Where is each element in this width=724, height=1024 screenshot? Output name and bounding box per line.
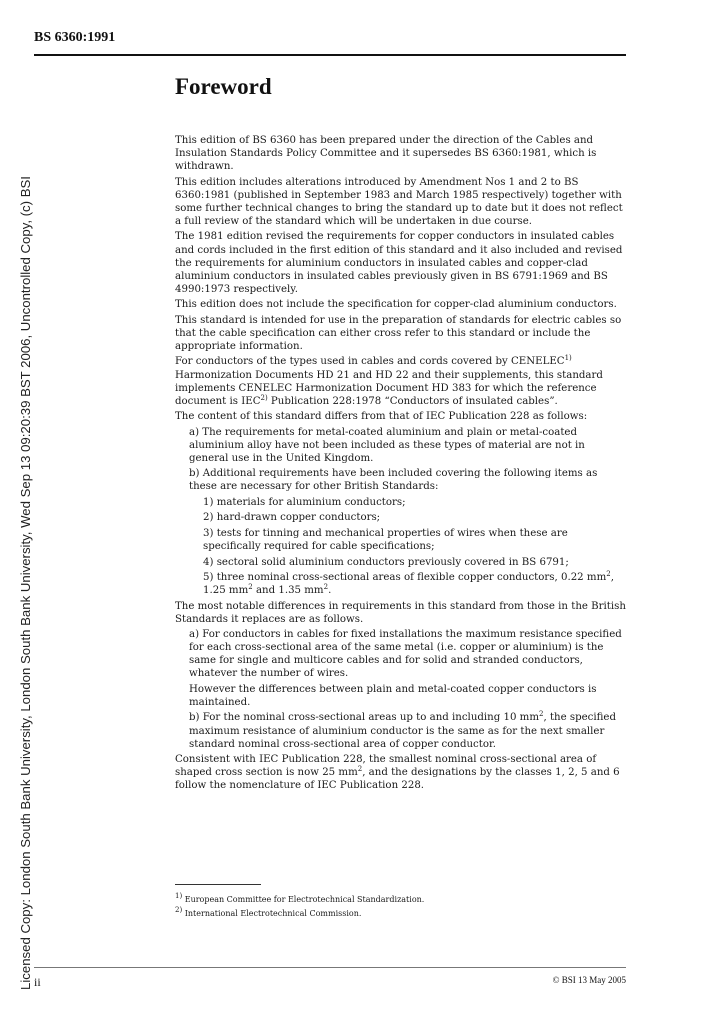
text: , the specified maximum resistance of aluminium conductor is the same as for the next smaller standard nominal cross-sectional area of copper conductor. [189, 712, 616, 750]
sub-list-item: 3) tests for tinning and mechanical properties of wires when these are specifically required for cable specifications; [203, 527, 568, 553]
list-item: However the differences between plain and metal-coated copper conductors is maintained. [189, 683, 597, 708]
text: . [328, 585, 332, 597]
standard-id: BS 6360:1991 [34, 30, 116, 45]
footnote-ref-1: 1) [564, 354, 572, 363]
superscript: 2 [539, 710, 544, 719]
page-number: ii [34, 975, 41, 989]
sub-list-item: 2) hard-drawn copper conductors; [203, 512, 381, 524]
copyright-notice: © BSI 13 May 2005 [552, 975, 626, 985]
sub-list-item [175, 571, 627, 597]
paragraph: The 1981 edition revised the requirements for copper conductors in insulated cables and cords included in the first edition of this standard and it also included and revised the requirements for aluminium conductors in insulated cables and copper-clad aluminium conductors in insulated cables previously given in BS 6791:1969 and BS 4990:1973 respectively. [175, 231, 623, 295]
paragraph: This edition does not include the specification for copper-clad aluminium conductors. [175, 299, 617, 311]
footnote-ref-2: 2) [260, 393, 268, 402]
footnote [175, 893, 627, 907]
text: , and the designations by the classes 1, 2, 5 and 6 follow the nomenclature of IEC Publication 228. [175, 767, 620, 792]
text: b) For the nominal cross-sectional areas up to and including 10 mm [189, 712, 540, 724]
license-watermark-region [0, 0, 33, 1024]
paragraph: This edition includes alterations introduced by Amendment Nos 1 and 2 to BS 6360:1981 (published in September 1983 and March 1985 respectively) together with some further technical changes to bring the standard up to date but it does not reflect a full review of the standard which will be undertaken in due course. [175, 176, 623, 227]
text: Consistent with IEC Publication 228, the smallest nominal cross-sectional area of shaped cross section is now 25 mm [175, 754, 597, 779]
foreword-body [175, 134, 627, 795]
list-item: a) The requirements for metal-coated aluminium and plain or metal-coated aluminium alloy have not been included as these types of material are not in general use in the United Kingdom. [189, 426, 585, 464]
paragraph: The content of this standard differs from that of IEC Publication 228 as follows: [175, 411, 588, 423]
sub-list-item: 1) materials for aluminium conductors; [203, 496, 406, 508]
footnote-rule [175, 884, 261, 885]
footnotes [175, 893, 627, 921]
text: and 1.35 mm [252, 585, 324, 597]
paragraph: The most notable differences in requirements in this standard from those in the British Standards it replaces are as follows. [175, 600, 626, 625]
page-title: Foreword [175, 74, 272, 99]
list-item: b) Additional requirements have been included covering the following items as these are necessary for other British Standards: [189, 468, 598, 493]
superscript: 2 [357, 765, 363, 774]
paragraph: This edition of BS 6360 has been prepared under the direction of the Cables and Insulation Standards Policy Committee and it supersedes BS 6360:1981, which is withdrawn. [175, 135, 597, 173]
text: Publication 228:1978 “Conductors of insulated cables”. [267, 395, 558, 407]
list-item: a) For conductors in cables for fixed installations the maximum resistance specified for each cross-sectional area of the same metal (i.e. copper or aluminium) is the same for single and multicore cables and for solid and stranded conductors, whatever the number of wires. [189, 629, 622, 680]
sub-list-item: 4) sectoral solid aluminium conductors previously covered in BS 6791; [203, 556, 569, 568]
footnote-text: International Electrotechnical Commission. [182, 909, 362, 918]
superscript: 2 [323, 583, 329, 592]
text: Harmonization Documents HD 21 and HD 22 and their supplements, this standard implements CENELEC Harmonization Document HD 383 for which the reference document is IEC [175, 369, 603, 407]
footnote-text: European Committee for Electrotechnical Standardization. [182, 895, 425, 904]
paragraph: This standard is intended for use in the preparation of standards for electric cables so that the cable specification can either cross refer to this standard or include the appropriate information. [175, 314, 622, 352]
list-item [175, 711, 627, 750]
superscript: 2 [248, 583, 253, 592]
paragraph [175, 753, 627, 792]
footnote [175, 907, 627, 921]
text: For conductors of the types used in cables and cords covered by CENELEC [175, 356, 565, 368]
footer-rule [34, 967, 626, 968]
license-watermark: Licensed Copy: London South Bank University, London South Bank University, Wed Sep 13 09:20:39 BST 2006, Uncontrolled Copy, (c) BSI [18, 176, 33, 990]
footnote-mark: 2) [175, 906, 183, 914]
header-rule [34, 54, 626, 56]
superscript: 2 [606, 569, 611, 578]
text: 5) three nominal cross-sectional areas of flexible copper conductors, 0.22 mm [203, 571, 607, 583]
paragraph-cenelec [175, 355, 627, 407]
text: , 1.25 mm [203, 571, 614, 597]
footnote-mark: 1) [175, 892, 183, 900]
